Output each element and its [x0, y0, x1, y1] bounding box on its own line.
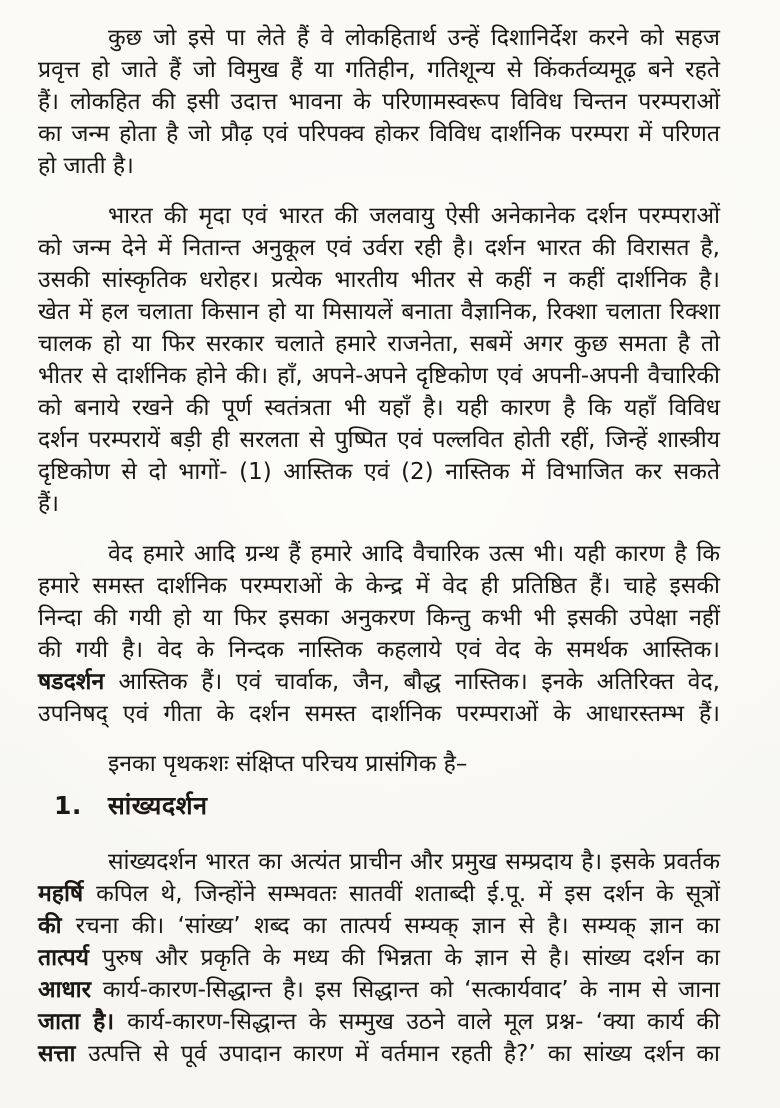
- line-text: हो जाती है।: [38, 153, 134, 179]
- text-line: [38, 328, 720, 360]
- line-bold-text: तात्पर्य: [38, 945, 103, 971]
- line-bold-text: महर्षि: [38, 881, 97, 907]
- line-text: कार्य-कारण-सिद्धान्त के सम्मुख उठने वाले मूल प्रश्न- ‘क्या कार्य की: [127, 1009, 720, 1035]
- text-line: [38, 1038, 720, 1070]
- line-text: भीतर से दार्शनिक होने की। हाँ, अपने-अपने दृष्टिकोण एवं अपनी-अपनी वैचारिकी: [38, 363, 720, 389]
- paragraph-2: [38, 200, 720, 520]
- text-line: [38, 54, 720, 86]
- line-text: कपिल थे, जिन्होंने सम्भवतः सातवीं शताब्दी ई.पू. में इस दर्शन के सूत्रों: [96, 881, 720, 907]
- text-line: [38, 878, 720, 910]
- line-text: को जन्म देने में नितान्त अनुकूल एवं उर्वरा रही है। दर्शन भारत की विरासत है,: [38, 235, 720, 261]
- line-text: भारत की मृदा एवं भारत की जलवायु ऐसी अनेकानेक दर्शन परम्पराओं: [108, 203, 720, 229]
- text-line: [38, 456, 720, 488]
- text-line: [38, 1006, 720, 1038]
- line-text: हमारे समस्त दार्शनिक परम्पराओं के केन्द्र में वेद ही प्रतिष्ठित हैं। चाहे इसकी: [38, 573, 720, 599]
- line-bold-text: जाता है।: [38, 1009, 128, 1035]
- text-line: [38, 570, 720, 602]
- text-line: [38, 910, 720, 942]
- section-title: सांख्यदर्शन: [107, 791, 208, 820]
- line-text: को बनाये रखने की पूर्ण स्वतंत्रता भी यहाँ है। यही कारण है कि यहाँ विविध: [38, 395, 720, 421]
- line-text: खेत में हल चलाता किसान हो या मिसायलें बनाता वैज्ञानिक, रिक्शा चलाता रिक्शा: [38, 299, 720, 325]
- line-text: चालक हो या फिर सरकार चलाते हमारे राजनेता, सबमें अगर कुछ समता है तो: [38, 331, 720, 357]
- line-text: का जन्म होता है जो प्रौढ़ एवं परिपक्व होकर विविध दार्शनिक परम्परा में परिणत: [38, 121, 720, 147]
- line-text: हैं। लोकहित की इसी उदात्त भावना के परिणामस्वरूप विविध चिन्तन परम्पराओं: [38, 89, 720, 115]
- section-heading: [54, 788, 720, 824]
- line-text: उत्पत्ति से पूर्व उपादान कारण में वर्तमान रहती है?’ का सांख्य दर्शन का: [88, 1041, 720, 1067]
- text-line: [38, 942, 720, 974]
- text-line: [38, 118, 720, 150]
- text-line: [38, 538, 720, 570]
- line-text: प्रवृत्त हो जाते हैं जो विमुख हैं या गतिहीन, गतिशून्य से किंकर्तव्यमूढ़ बने रहते: [38, 57, 720, 83]
- line-bold-text: षडदर्शन: [38, 669, 119, 695]
- line-text: आस्तिक हैं। एवं चार्वाक, जैन, बौद्ध नास्तिक। इनके अतिरिक्त वेद,: [118, 669, 720, 695]
- line-text: की गयी है। वेद के निन्दक नास्तिक कहलाये एवं वेद के समर्थक आस्तिक।: [38, 637, 720, 663]
- paragraph-4: [38, 846, 720, 1070]
- text-line: [38, 974, 720, 1006]
- section-number: 1.: [54, 791, 82, 820]
- line-text: सांख्यदर्शन भारत का अत्यंत प्राचीन और प्रमुख सम्प्रदाय है। इसके प्रवर्तक: [108, 849, 720, 875]
- text-line: [38, 392, 720, 424]
- text-line: [38, 232, 720, 264]
- line-text: दर्शन परम्परायें बड़ी ही सरलता से पुष्पित एवं पल्लवित होती रहीं, जिन्हें शास्त्रीय: [38, 427, 720, 453]
- line-text: रचना की। ‘सांख्य’ शब्द का तात्पर्य सम्यक् ज्ञान से है। सम्यक् ज्ञान का: [75, 913, 720, 939]
- line-text: वेद हमारे आदि ग्रन्थ हैं हमारे आदि वैचारिक उत्स भी। यही कारण है कि: [108, 541, 720, 567]
- text-line: [38, 264, 720, 296]
- line-text: कुछ जो इसे पा लेते हैं वे लोकहितार्थ उन्हें दिशानिर्देश करने को सहज: [108, 25, 720, 51]
- text-line: [38, 602, 720, 634]
- text-line: [38, 150, 720, 182]
- line-text: निन्दा की गयी हो या फिर इसका अनुकरण किन्तु कभी भी इसकी उपेक्षा नहीं: [38, 605, 720, 631]
- text-line: [38, 666, 720, 698]
- line-text: उपनिषद् एवं गीता के दर्शन समस्त दार्शनिक परम्पराओं के आधारस्तम्भ हैं।: [38, 701, 720, 727]
- line-text: कार्य-कारण-सिद्धान्त है। इस सिद्धान्त को ‘सत्कार्यवाद’ के नाम से जाना: [102, 977, 720, 1003]
- text-line: [38, 634, 720, 666]
- intro-line: इनका पृथकशः संक्षिप्त परिचय प्रासंगिक है–: [108, 751, 468, 777]
- line-text: हैं।: [38, 491, 59, 517]
- text-line: [38, 360, 720, 392]
- line-bold-text: आधार: [38, 977, 103, 1003]
- text-line: [38, 200, 720, 232]
- text-line: [38, 296, 720, 328]
- line-text: दृष्टिकोण से दो भागों- (1) आस्तिक एवं (2) नास्तिक में विभाजित कर सकते: [38, 459, 720, 485]
- line-bold-text: सत्ता: [38, 1041, 89, 1067]
- paragraph-1: [38, 22, 720, 182]
- text-line: [38, 846, 720, 878]
- text-line: [38, 424, 720, 456]
- text-line: [38, 488, 720, 520]
- text-line: [38, 86, 720, 118]
- line-text: उसकी सांस्कृतिक धरोहर। प्रत्येक भारतीय भीतर से कहीं न कहीं दार्शनिक है।: [38, 267, 720, 293]
- paragraph-3: [38, 538, 720, 730]
- text-line: [38, 22, 720, 54]
- text-line: [38, 698, 720, 730]
- line-text: पुरुष और प्रकृति के मध्य की भिन्नता के ज्ञान से है। सांख्य दर्शन का: [102, 945, 721, 971]
- line-bold-text: की: [38, 913, 76, 939]
